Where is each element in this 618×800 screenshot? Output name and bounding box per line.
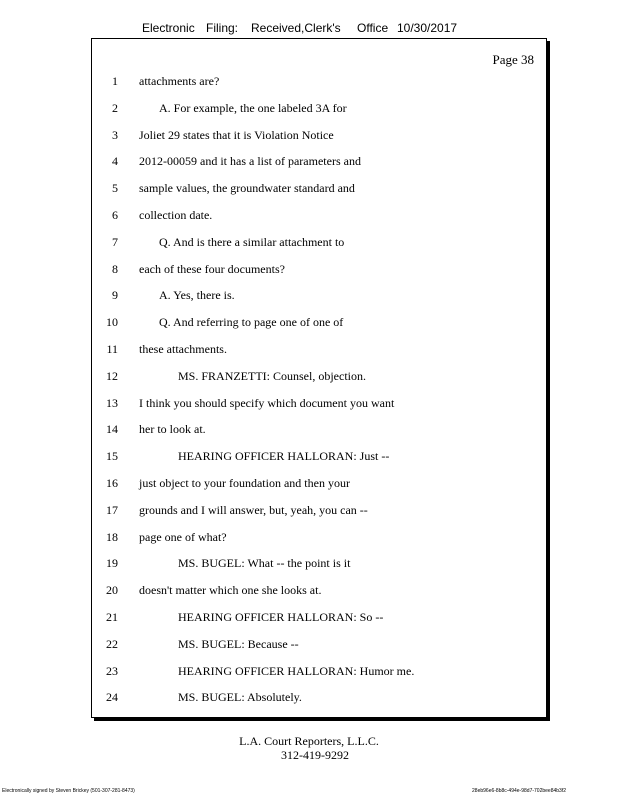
transcript-line xyxy=(92,529,546,545)
transcript-line xyxy=(92,502,546,518)
line-text: sample values, the groundwater standard and xyxy=(139,181,355,196)
header-office: Office xyxy=(357,21,389,35)
line-text: attachments are? xyxy=(139,74,220,88)
line-text: MS. BUGEL: What -- the point is it xyxy=(178,556,351,571)
line-text: these attachments. xyxy=(139,342,227,356)
line-number: 9 xyxy=(112,288,118,303)
transcript-line xyxy=(92,582,546,598)
transcript-line xyxy=(92,368,546,384)
line-number: 7 xyxy=(112,234,118,249)
line-number: 5 xyxy=(112,181,118,196)
line-number: 15 xyxy=(106,449,118,464)
line-text: 2012-00059 and it has a list of parameters and xyxy=(139,154,361,169)
line-number: 18 xyxy=(106,529,118,544)
line-text: A. Yes, there is. xyxy=(159,288,235,303)
line-text: her to look at. xyxy=(139,422,206,437)
header-date: 10/30/2017 xyxy=(397,21,458,35)
line-number: 24 xyxy=(106,690,118,705)
line-text: each of these four documents? xyxy=(139,261,285,276)
line-text: Q. And referring to page one of one of xyxy=(159,315,344,330)
line-text: MS. FRANZETTI: Counsel, objection. xyxy=(178,368,366,383)
transcript-line xyxy=(92,663,546,679)
line-number: 20 xyxy=(106,583,118,598)
line-number: 22 xyxy=(106,636,118,651)
footer-phone: 312-419-9292 xyxy=(281,748,349,762)
line-number: 1 xyxy=(112,74,118,88)
line-text: grounds and I will answer, but, yeah, you can -- xyxy=(139,502,368,517)
line-number: 14 xyxy=(106,422,118,437)
line-text: collection date. xyxy=(139,208,213,222)
document-hash: 28eb96e6-8b8c-494e-98d7-702bee84b3f2 xyxy=(472,788,566,794)
line-number: 11 xyxy=(106,342,118,356)
transcript-line xyxy=(92,609,546,625)
transcript-line xyxy=(92,234,546,250)
transcript-line xyxy=(92,153,546,169)
line-number: 12 xyxy=(106,368,118,383)
transcript-line xyxy=(92,475,546,491)
transcript-line xyxy=(92,180,546,196)
line-text: page one of what? xyxy=(139,529,227,544)
transcript-line xyxy=(92,448,546,464)
transcript-line xyxy=(92,73,546,89)
line-text: HEARING OFFICER HALLORAN: Humor me. xyxy=(178,663,415,678)
line-text: doesn't matter which one she looks at. xyxy=(139,583,322,598)
line-number: 13 xyxy=(106,395,118,410)
footer-company: L.A. Court Reporters, L.L.C. xyxy=(239,734,379,748)
line-text: HEARING OFFICER HALLORAN: Just -- xyxy=(178,449,390,464)
line-number: 16 xyxy=(106,476,118,490)
line-number: 10 xyxy=(106,315,118,330)
line-text: Joliet 29 states that it is Violation Notice xyxy=(139,127,334,142)
transcript-line xyxy=(92,395,546,411)
line-number: 21 xyxy=(106,610,118,624)
transcript-line xyxy=(92,127,546,143)
line-text: A. For example, the one labeled 3A for xyxy=(159,100,347,115)
header-filing: Filing: xyxy=(206,21,239,35)
transcript-line xyxy=(92,341,546,357)
line-number: 8 xyxy=(112,261,118,276)
transcript-line xyxy=(92,555,546,571)
line-number: 2 xyxy=(112,100,118,115)
line-text: HEARING OFFICER HALLORAN: So -- xyxy=(178,610,384,624)
header-received: Received,Clerk's xyxy=(251,21,341,35)
line-number: 23 xyxy=(106,663,118,678)
transcript-line xyxy=(92,287,546,303)
line-text: MS. BUGEL: Because -- xyxy=(178,636,299,651)
transcript-line xyxy=(92,100,546,116)
transcript-line xyxy=(92,421,546,437)
line-number: 19 xyxy=(106,556,118,571)
filing-header xyxy=(0,21,618,37)
page-number: Page 38 xyxy=(492,52,534,67)
transcript-page xyxy=(91,38,547,718)
line-text: MS. BUGEL: Absolutely. xyxy=(178,690,302,705)
transcript-line xyxy=(92,207,546,223)
transcript-line xyxy=(92,314,546,330)
line-number: 4 xyxy=(112,154,118,169)
transcript-line xyxy=(92,261,546,277)
line-text: just object to your foundation and then your xyxy=(139,476,350,490)
transcript-line xyxy=(92,689,546,705)
electronic-signature: Electronically signed by Steven Brickey (501-307-281-8473) xyxy=(2,788,135,794)
line-number: 17 xyxy=(106,502,118,517)
line-number: 3 xyxy=(112,127,118,142)
header-electronic: Electronic xyxy=(142,21,195,35)
line-number: 6 xyxy=(112,208,118,222)
line-text: Q. And is there a similar attachment to xyxy=(159,234,345,249)
transcript-line xyxy=(92,636,546,652)
line-text: I think you should specify which document you want xyxy=(139,395,395,410)
